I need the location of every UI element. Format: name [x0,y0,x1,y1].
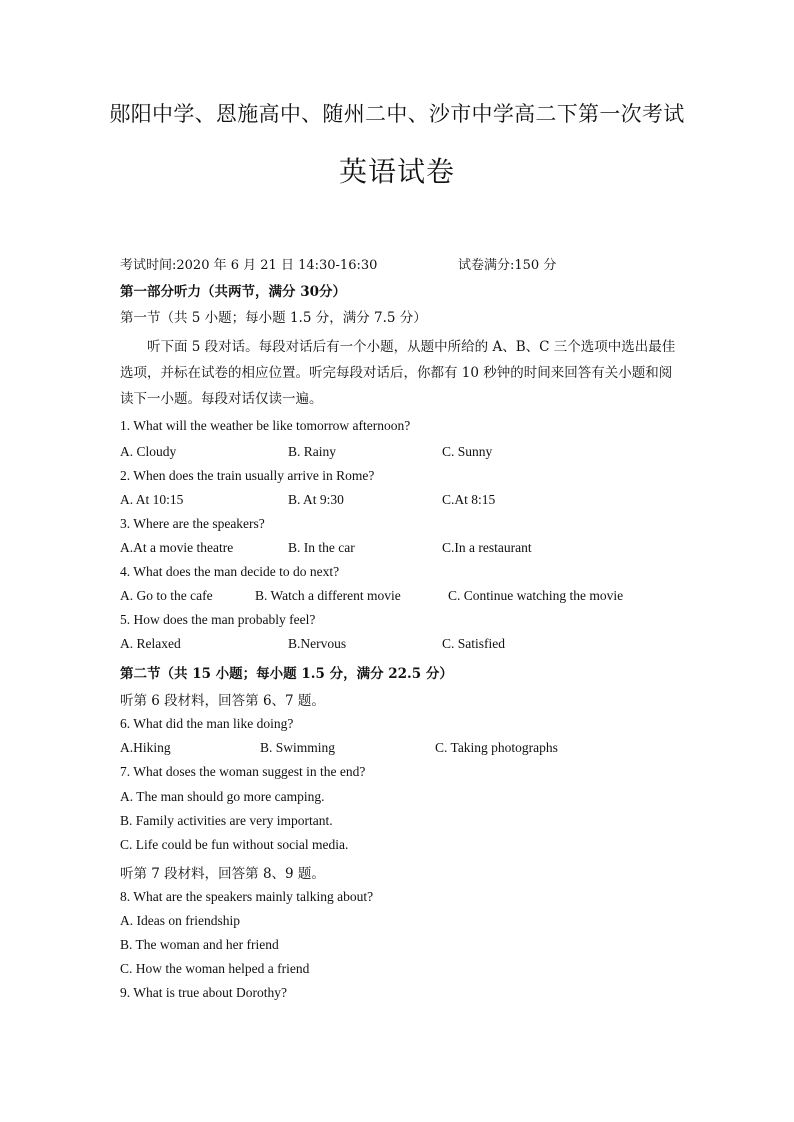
question-7-option-a: A. The man should go more camping. [120,789,325,804]
exam-time: 考试时间:2020 年 6 月 21 日 14:30-16:30 [120,258,378,273]
question-6-option-b: B. Swimming [260,740,336,755]
question-6-stem: 6. What did the man like doing? [120,716,294,731]
full-score: 试卷满分:150 分 [458,258,557,273]
question-8-option-c: C. How the woman helped a friend [120,961,310,976]
question-8-stem: 8. What are the speakers mainly talking about? [120,889,374,904]
section2-heading: 第二节（共 15 小题；每小题 1.5 分，满分 22.5 分） [120,666,453,682]
part1-heading: 第一部分听力（共两节，满分 30分） [120,284,346,300]
question-8-option-b: B. The woman and her friend [120,937,279,952]
question-4-option-b: B. Watch a different movie [255,588,401,603]
question-1-option-c: C. Sunny [442,444,493,459]
question-7-stem: 7. What doses the woman suggest in the end? [120,764,366,779]
question-3-option-b: B. In the car [288,540,355,555]
question-9-stem: 9. What is true about Dorothy? [120,985,287,1000]
question-6-option-c: C. Taking photographs [435,740,558,755]
question-1-option-b: B. Rainy [288,444,337,459]
exam-info [120,254,680,273]
question-4-stem: 4. What does the man decide to do next? [120,564,340,579]
exam-title: 郧阳中学、恩施高中、随州二中、沙市中学高二下第一次考试 [109,102,685,126]
question-3-option-a: A.At a movie theatre [120,540,234,555]
question-2-stem: 2. When does the train usually arrive in Rome? [120,468,375,483]
question-7-option-b: B. Family activities are very important. [120,813,333,828]
question-8-option-a: A. Ideas on friendship [120,913,240,928]
question-2-option-b: B. At 9:30 [288,492,344,507]
question-3-stem: 3. Where are the speakers? [120,516,265,531]
question-3-option-c: C.In a restaurant [442,540,532,555]
question-7-option-c: C. Life could be fun without social media. [120,837,349,852]
question-2-option-a: A. At 10:15 [120,492,184,507]
question-4-option-c: C. Continue watching the movie [448,588,624,603]
question-1-option-a: A. Cloudy [120,444,177,459]
question-6-option-a: A.Hiking [120,740,171,755]
material-7-instruction: 听第 7 段材料，回答第 8、9 题。 [120,866,325,882]
question-2-option-c: C.At 8:15 [442,492,496,507]
question-5-option-b: B.Nervous [288,636,347,651]
listening-instructions: 听下面 5 段对话。每段对话后有一个小题，从题中所给的 A、B、C 三个选项中选出最佳选项，并标在试卷的相应位置。听完每段对话后，你都有 10 秒钟的时间来回答有关小题和阅读下一小题。每段对话仅读一遍。 [120,339,676,407]
question-4-option-a: A. Go to the cafe [120,588,213,603]
question-1-stem: 1. What will the weather be like tomorrow afternoon? [120,418,411,433]
question-5-option-c: C. Satisfied [442,636,505,651]
exam-subtitle: 英语试卷 [338,155,455,188]
question-5-option-a: A. Relaxed [120,636,181,651]
section1-heading: 第一节（共 5 小题；每小题 1.5 分，满分 7.5 分） [120,310,427,326]
question-5-stem: 5. How does the man probably feel? [120,612,316,627]
material-6-instruction: 听第 6 段材料，回答第 6、7 题。 [120,693,325,709]
